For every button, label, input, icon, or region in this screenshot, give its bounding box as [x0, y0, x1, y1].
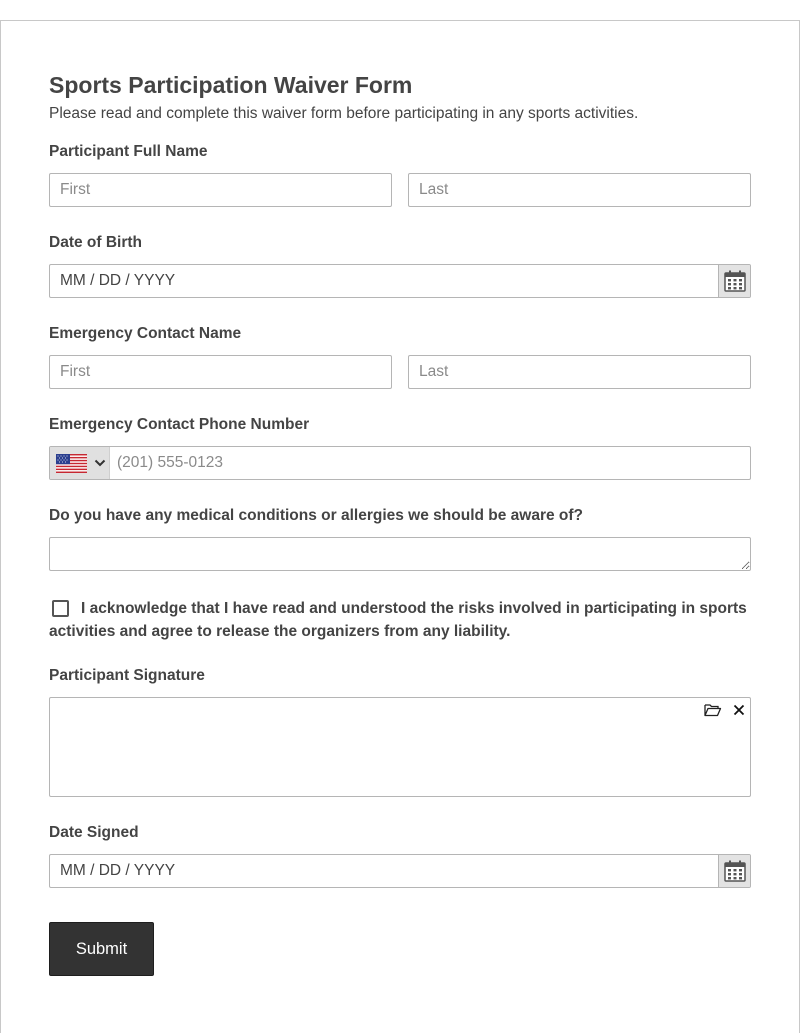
- acknowledgement-checkbox[interactable]: [52, 600, 69, 617]
- form-title: Sports Participation Waiver Form: [49, 72, 413, 98]
- date-of-birth-field: [49, 264, 751, 298]
- us-flag-icon: [56, 454, 87, 473]
- emergency-phone-input[interactable]: [110, 447, 750, 479]
- date-of-birth-input[interactable]: [50, 265, 718, 297]
- date-signed-calendar-button[interactable]: [718, 855, 750, 887]
- acknowledgement-text: I acknowledge that I have read and understood the risks involved in participating in sports activities and agree to release the organizers from any liability.: [49, 600, 747, 640]
- emergency-phone-label: Emergency Contact Phone Number: [49, 416, 310, 433]
- signature-pad[interactable]: [49, 697, 751, 797]
- date-of-birth-label: Date of Birth: [49, 234, 142, 251]
- emergency-last-name-input[interactable]: [408, 355, 751, 389]
- phone-field: [49, 446, 751, 480]
- participant-name-label: Participant Full Name: [49, 143, 208, 160]
- chevron-down-icon: [94, 458, 106, 468]
- date-signed-field: [49, 854, 751, 888]
- folder-open-icon[interactable]: [704, 702, 722, 718]
- submit-button[interactable]: Submit: [49, 922, 154, 976]
- emergency-first-name-input[interactable]: [49, 355, 392, 389]
- medical-label: Do you have any medical conditions or allergies we should be aware of?: [49, 507, 584, 524]
- country-code-select[interactable]: [50, 447, 110, 479]
- calendar-icon: [724, 860, 746, 882]
- date-signed-label: Date Signed: [49, 824, 139, 841]
- date-of-birth-calendar-button[interactable]: [718, 265, 750, 297]
- signature-label: Participant Signature: [49, 667, 205, 684]
- close-icon[interactable]: [733, 704, 745, 716]
- participant-first-name-input[interactable]: [49, 173, 392, 207]
- emergency-name-label: Emergency Contact Name: [49, 325, 242, 342]
- medical-conditions-textarea[interactable]: [49, 537, 751, 571]
- participant-last-name-input[interactable]: [408, 173, 751, 207]
- calendar-icon: [724, 270, 746, 292]
- form-subtitle: Please read and complete this waiver form before participating in any sports activities.: [49, 105, 639, 122]
- date-signed-input[interactable]: [50, 855, 718, 887]
